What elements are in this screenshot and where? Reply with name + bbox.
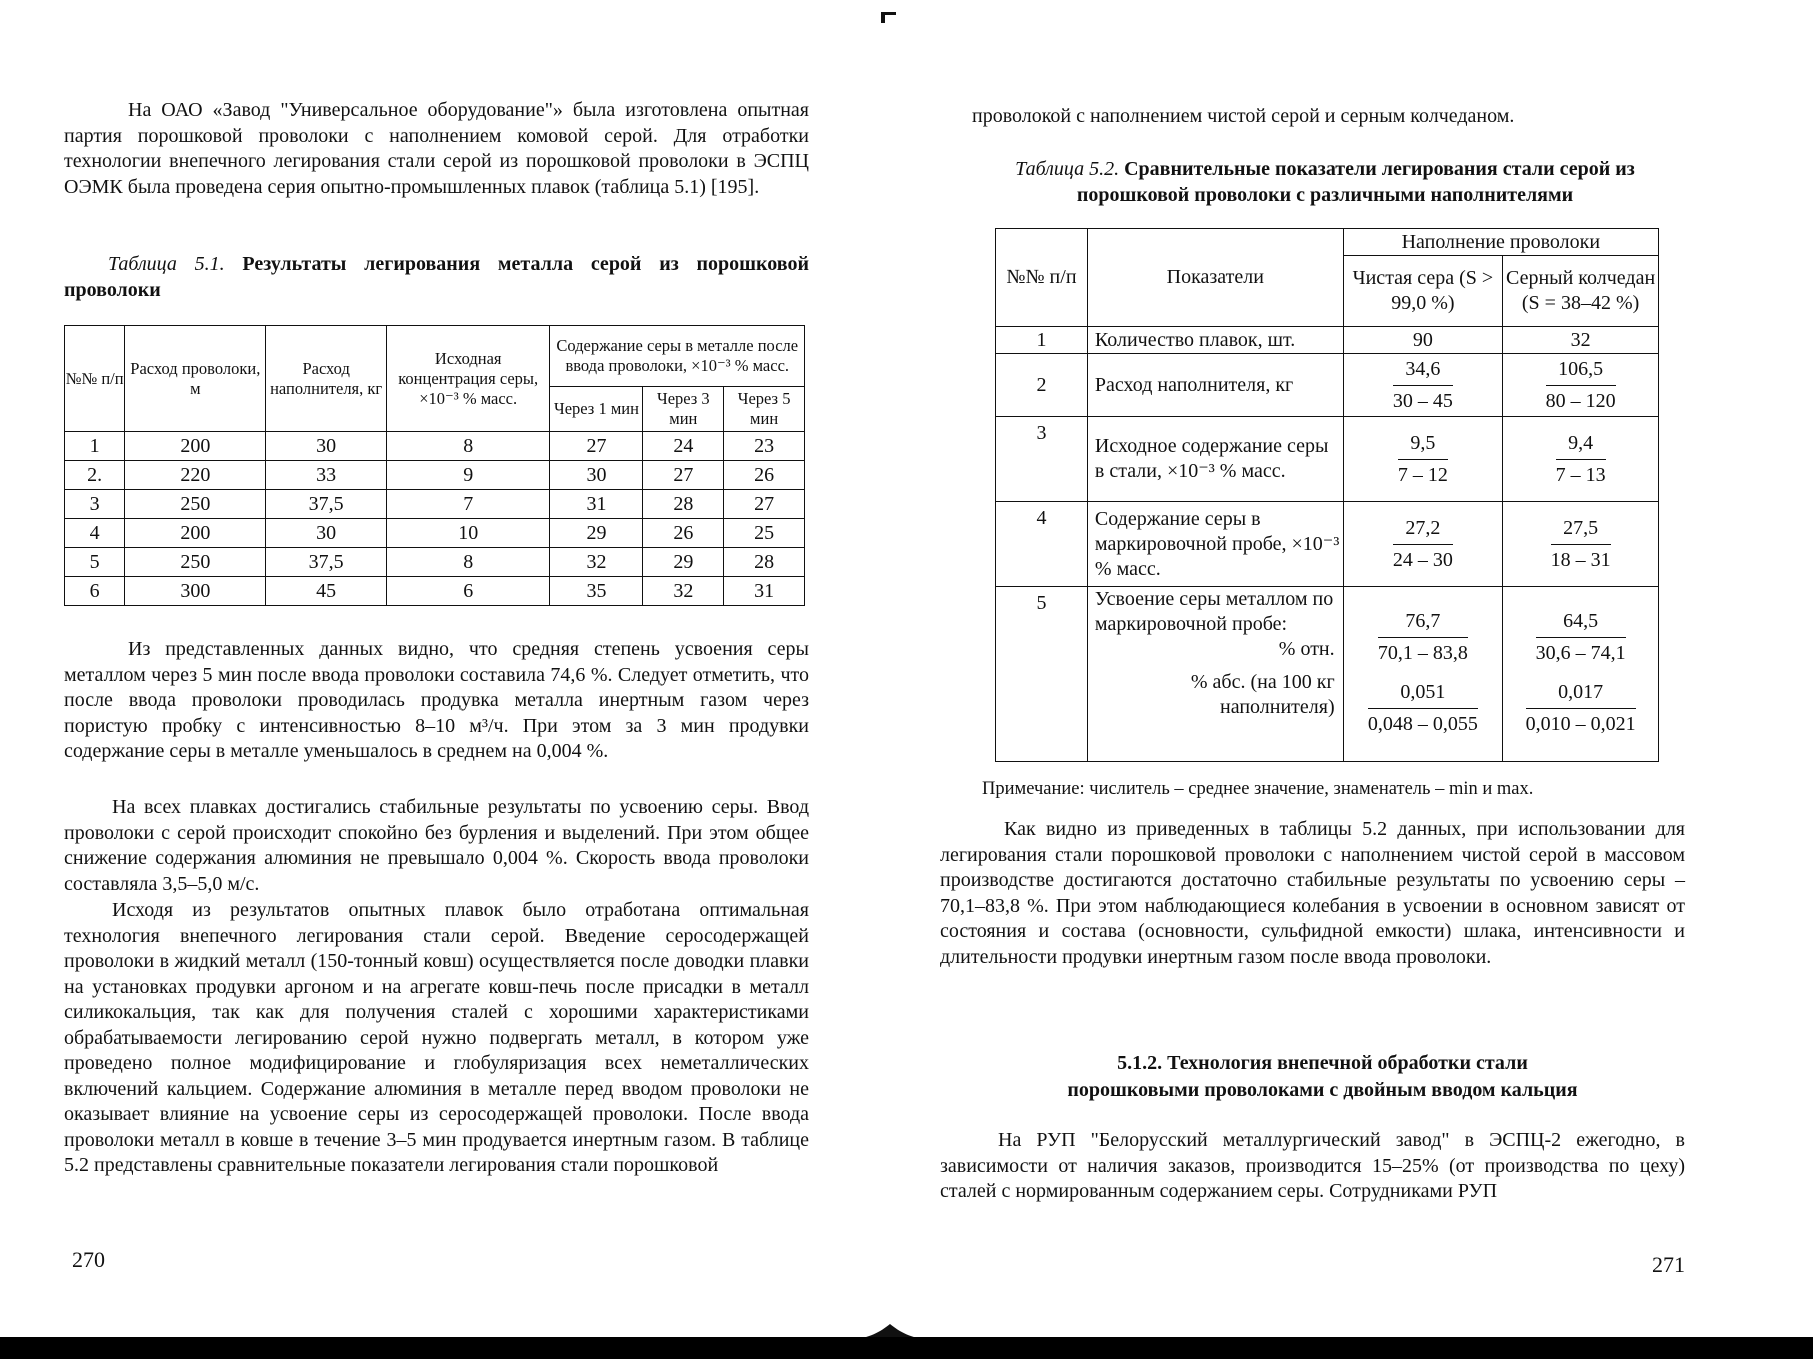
t2-r4-pyrite (1503, 502, 1659, 587)
frac-denominator: 30,6 – 74,1 (1535, 642, 1626, 664)
section-heading-line2: порошковыми проволоками с двойным вводом кальция (1067, 1079, 1578, 1101)
table-row (65, 519, 805, 548)
table-cell: 3 (65, 490, 125, 519)
left-paragraph-1: Из представленных данных видно, что средняя степень усвоения серы металлом через 5 мин после ввода проволоки составила 74,6 %. Следует отметить, что после ввода проволоки проводилась продувка металла инертным газом через пористую пробку с интенсивностью 8–10 м³/ч. При этом за 3 мин продувки содержание серы в металле уменьшалось в среднем на 0,004 %. (64, 638, 809, 762)
table-cell: 220 (125, 461, 266, 490)
t2-r5-abs-label: % абс. (на 100 кг наполнителя) (1190, 671, 1335, 718)
t2-r2-pyrite-frac (1546, 357, 1616, 414)
table-cell: 26 (724, 461, 805, 490)
table2-caption-prefix: Таблица 5.2. (1015, 158, 1120, 180)
right-paragraph-2: На РУП "Белорусский металлургический завод" в ЭСПЦ-2 ежегодно, в зависимости от наличия заказов, производится 15–25% (от производства по цеху) сталей с нормированным содержанием серы. Сотрудниками РУП (940, 1129, 1685, 1202)
t1-header-3min: Через 3 мин (643, 387, 724, 432)
table-cell: 30 (266, 519, 387, 548)
frac-denominator: 0,048 – 0,055 (1367, 713, 1478, 735)
table-cell: 7 (386, 490, 550, 519)
table-cell: 30 (550, 461, 643, 490)
page-number-left: 270 (72, 1247, 105, 1272)
table1-caption-prefix: Таблица 5.1. (108, 253, 225, 275)
table-cell: 23 (724, 432, 805, 461)
table-cell: 32 (550, 548, 643, 577)
t2-r4-num: 4 (996, 502, 1088, 587)
page-number-right: 271 (1652, 1252, 1685, 1277)
frac-numerator: 27,2 (1393, 516, 1453, 545)
t2-r5-num: 5 (996, 587, 1088, 762)
t2-r4-pure-frac (1393, 516, 1453, 573)
frac-numerator: 76,7 (1378, 609, 1468, 638)
t2-r3-pure-frac (1398, 431, 1448, 488)
table-cell: 29 (550, 519, 643, 548)
table-row (65, 461, 805, 490)
table2-caption-title: Сравнительные показатели легирования стали серой из порошковой проволоки с различными наполнителями (1076, 158, 1635, 206)
t2-r4-pyrite-frac (1551, 516, 1611, 573)
table-cell: 29 (643, 548, 724, 577)
t2-r2-pure (1343, 354, 1503, 417)
table-cell: 27 (724, 490, 805, 519)
right-paragraph-1: Как видно из приведенных в таблицы 5.2 данных, при использовании для легирования стали порошковой проволоки с наполнением чистой серой в массовом производстве достигаются достаточно стабильные результаты по усвоению серы – 70,1–83,8 %. При этом наблюдающиеся колебания в усвоении в основном зависят от состояния и состава (основности, сульфидной емкости) шлака, интенсивности и длительности продувки инертным газом после ввода проволоки. (940, 818, 1685, 968)
t1-header-num: №№ п/п (65, 326, 125, 432)
frac-numerator: 34,6 (1393, 357, 1453, 386)
t2-header-pyrite: Серный колчедан (S = 38–42 %) (1503, 256, 1659, 327)
frac-denominator: 0,010 – 0,021 (1525, 713, 1636, 735)
table-row (65, 548, 805, 577)
t2-header-pure-sulfur: Чистая сера (S > 99,0 %) (1343, 256, 1503, 327)
t1-header-1min: Через 1 мин (550, 387, 643, 432)
t2-r3-pure (1343, 417, 1503, 502)
frac-numerator: 0,017 (1526, 680, 1636, 709)
t2-r4-pure (1343, 502, 1503, 587)
corner-mark-icon (880, 10, 898, 24)
table-cell: 27 (550, 432, 643, 461)
table-cell: 32 (643, 577, 724, 606)
t2-r2-pyrite (1503, 354, 1659, 417)
frac-numerator: 27,5 (1551, 516, 1611, 545)
frac-denominator: 80 – 120 (1545, 389, 1616, 412)
t2-r3-label: Исходное содержание серы в стали, ×10⁻³ % масс. (1087, 417, 1343, 502)
table-cell: 28 (724, 548, 805, 577)
t2-r5-pure-abs-frac (1368, 680, 1478, 737)
table-cell: 2. (65, 461, 125, 490)
table-cell: 26 (643, 519, 724, 548)
table-cell: 250 (125, 548, 266, 577)
table2-note: Примечание: числитель – среднее значение, знаменатель – min и max. (982, 779, 1534, 799)
table-cell: 31 (550, 490, 643, 519)
t2-r1-pyrite: 32 (1503, 327, 1659, 354)
table1-caption (64, 251, 809, 303)
table-cell: 37,5 (266, 548, 387, 577)
table-cell: 4 (65, 519, 125, 548)
table-row (65, 432, 805, 461)
t2-r3-pyrite-frac (1556, 431, 1606, 488)
t2-r3-pyrite (1503, 417, 1659, 502)
table-5-1 (64, 325, 805, 606)
left-paragraph-2: На всех плавках достигались стабильные результаты по усвоению серы. Ввод проволоки с серой происходит спокойно без бурления и выделений. При этом общее снижение содержания алюминия не превышало 0,004 %. Скорость ввода проволоки составляла 3,5–5,0 м/с. (64, 796, 809, 895)
t2-r5-pure (1343, 587, 1503, 762)
table-cell: 9 (386, 461, 550, 490)
table-row (65, 577, 805, 606)
t2-r1-label: Количество плавок, шт. (1087, 327, 1343, 354)
t2-r5-label-cell (1087, 587, 1343, 762)
table-cell: 10 (386, 519, 550, 548)
table-cell: 1 (65, 432, 125, 461)
table2-caption (975, 156, 1675, 208)
table-cell: 6 (386, 577, 550, 606)
table-cell: 27 (643, 461, 724, 490)
t2-r5-pyrite-abs-frac (1526, 680, 1636, 737)
t2-r5-label: Усвоение серы металлом по маркировочной пробе: (1094, 588, 1334, 635)
table-cell: 31 (724, 577, 805, 606)
table-cell: 200 (125, 519, 266, 548)
t2-r2-num: 2 (996, 354, 1088, 417)
frac-numerator: 64,5 (1536, 609, 1626, 638)
t2-r1-pure: 90 (1343, 327, 1503, 354)
right-continuation: проволокой с наполнением чистой серой и серным колчеданом. (972, 105, 1515, 127)
table-cell: 45 (266, 577, 387, 606)
table-5-2 (995, 228, 1659, 762)
frac-numerator: 9,5 (1398, 431, 1448, 460)
table-cell: 37,5 (266, 490, 387, 519)
t2-r4-label: Содержание серы в маркировочной пробе, ×10⁻³ % масс. (1087, 502, 1343, 587)
frac-denominator: 70,1 – 83,8 (1377, 642, 1468, 664)
frac-numerator: 9,4 (1556, 431, 1606, 460)
t2-header-fill: Наполнение проволоки (1343, 229, 1658, 256)
left-paragraph-3: Исходя из результатов опытных плавок было отработана оптимальная технология внепечного легирования стали серой. Введение серосодержащей проволоки в жидкий металл (150-тонный ковш) осуществляется после доводки плавки на установках продувки аргоном и на агрегате ковш-печь после присадки в металл силикокальция, так как для получения сталей с хорошими характеристиками обрабатываемости легированию серой нужно подвергать металл, в котором уже проведено полное модифицирование и глобуляризация всех неметаллических включений кальцием. Содержание алюминия в металле перед вводом проволоки не оказывает влияние на усвоение серы из серосодержащей проволоки. После ввода проволоки металл в ковше в течение 3–5 мин продувается инертным газом. В таблице 5.2 представлены сравнительные показатели легирования стали порошковой (64, 899, 809, 1176)
table-cell: 30 (266, 432, 387, 461)
table-cell: 300 (125, 577, 266, 606)
scan-bottom-bar (0, 1337, 1813, 1359)
table-cell: 200 (125, 432, 266, 461)
frac-numerator: 0,051 (1368, 680, 1478, 709)
frac-denominator: 7 – 12 (1397, 463, 1448, 486)
table-cell: 25 (724, 519, 805, 548)
table-cell: 5 (65, 548, 125, 577)
t1-header-filler: Расход наполнителя, кг (266, 326, 387, 432)
t2-header-indicator: Показатели (1087, 229, 1343, 327)
t1-header-content: Содержание серы в металле после ввода проволоки, ×10⁻³ % масс. (550, 326, 805, 387)
table-cell: 250 (125, 490, 266, 519)
table-cell: 33 (266, 461, 387, 490)
t2-r2-label: Расход наполнителя, кг (1087, 354, 1343, 417)
t2-r5-pure-rel-frac (1378, 609, 1468, 666)
intro-paragraph: На ОАО «Завод "Универсальное оборудование"» была изготовлена опытная партия порошковой проволоки с наполнением комовой серой. Для отработки технологии внепечного легирования стали серой из порошковой проволоки в ЭСПЦ ОЭМК была проведена серия опытно-промышленных плавок (таблица 5.1) [195]. (64, 99, 809, 198)
t1-header-wire: Расход проволоки, м (125, 326, 266, 432)
frac-denominator: 18 – 31 (1550, 548, 1611, 571)
t2-header-num: №№ п/п (996, 229, 1088, 327)
frac-denominator: 30 – 45 (1392, 389, 1453, 412)
table-cell: 28 (643, 490, 724, 519)
t1-header-initial: Исходная концентрация серы, ×10⁻³ % масс. (386, 326, 550, 432)
table-cell: 8 (386, 548, 550, 577)
t2-r1-num: 1 (996, 327, 1088, 354)
table-cell: 6 (65, 577, 125, 606)
section-heading-line1: 5.1.2. Технология внепечной обработки стали (1117, 1052, 1528, 1074)
t2-r5-pyrite-rel-frac (1536, 609, 1626, 666)
frac-numerator: 106,5 (1546, 357, 1616, 386)
table-cell: 8 (386, 432, 550, 461)
t1-body (65, 432, 805, 606)
table-cell: 24 (643, 432, 724, 461)
t2-r5-rel-label: % отн. (1278, 638, 1335, 660)
table-cell: 35 (550, 577, 643, 606)
t2-r3-num: 3 (996, 417, 1088, 502)
table-row (65, 490, 805, 519)
t1-header-5min: Через 5 мин (724, 387, 805, 432)
t2-r2-pure-frac (1393, 357, 1453, 414)
table1-caption-title: Результаты легирования металла серой из порошковой проволоки (64, 253, 809, 301)
frac-denominator: 24 – 30 (1392, 548, 1453, 571)
t2-r5-pyrite (1503, 587, 1659, 762)
frac-denominator: 7 – 13 (1555, 463, 1606, 486)
